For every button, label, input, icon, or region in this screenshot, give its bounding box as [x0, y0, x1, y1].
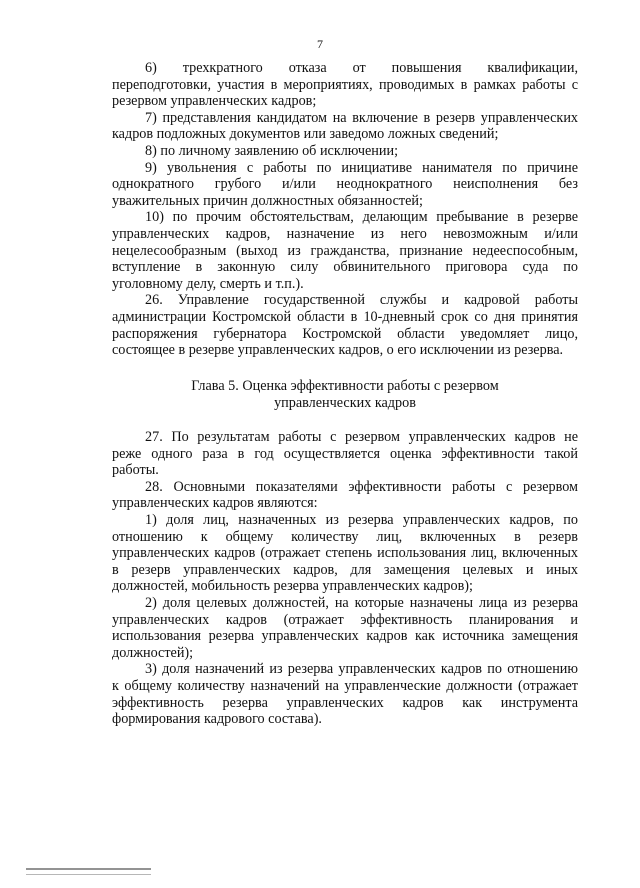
text-line: управленческих кадров (отражает эффективность планирования и	[112, 611, 578, 628]
text-line: 2) доля целевых должностей, на которые назначены лица из резерва	[145, 594, 578, 611]
text-line: управленческих кадров являются:	[112, 495, 318, 512]
text-line: состоящее в резерве управленческих кадров, о его исключении из резерва.	[112, 342, 564, 359]
text-line: должностей);	[112, 644, 194, 661]
text-block-1	[112, 60, 578, 359]
text-line: 10) по прочим обстоятельствам, делающим пребывание в резерве	[145, 209, 578, 226]
scan-edge-mark	[26, 868, 151, 875]
text-line: отношению к общему количеству лиц, включенных в резерв	[112, 528, 578, 545]
text-line: 8) по личному заявлению об исключении;	[145, 142, 399, 159]
text-line: управленческих кадров (отражает степень использования лиц, включенных	[112, 545, 578, 562]
text-line: реже одного раза в год осуществляется оценка эффективности такой	[112, 445, 578, 462]
text-line: использования резерва управленческих кадров как источника замещения	[112, 628, 578, 645]
text-line: эффективность резерва управленческих кадров как инструмента	[112, 694, 578, 711]
text-line: нецелесообразным (выход из гражданства, признание недееспособным,	[112, 242, 578, 259]
text-line: администрации Костромской области в 10-дневный срок со дня принятия	[112, 308, 578, 325]
text-line: управленческих кадров, назначение из него невозможным и/или	[112, 225, 578, 242]
text-line: 1) доля лиц, назначенных из резерва управленческих кадров, по	[145, 511, 578, 528]
text-line: распоряжения губернатора Костромской области уведомляет лицо,	[112, 325, 578, 342]
text-line: 7) представления кандидатом на включение в резерв управленческих	[145, 109, 578, 126]
text-line: работы.	[112, 462, 159, 479]
text-line: уголовному делу, смерть и т.п.).	[112, 275, 304, 292]
heading-line: Глава 5. Оценка эффективности работы с резервом	[191, 378, 499, 394]
text-line: 26. Управление государственной службы и кадровой работы	[145, 292, 578, 309]
text-line: должностей, мобильность резерва управленческих кадров);	[112, 578, 473, 595]
text-line: резервом управленческих кадров;	[112, 93, 317, 110]
heading-line: управленческих кадров	[274, 395, 416, 411]
text-line: 6) трехкратного отказа от повышения квалификации,	[145, 60, 578, 76]
page-number: 7	[317, 37, 323, 51]
text-line: в резерв управленческих кадров, для замещения целевых и иных	[112, 561, 578, 578]
text-line: однократного грубого и/или неоднократного неисполнения без	[112, 176, 578, 193]
text-line: формирования кадрового состава).	[112, 711, 322, 728]
text-line: 3) доля назначений из резерва управленческих кадров по отношению	[145, 661, 578, 678]
text-line: кадров подложных документов или заведомо ложных сведений;	[112, 126, 499, 143]
text-line: 28. Основными показателями эффективности работы с резервом	[145, 478, 578, 495]
text-line: вступление в законную силу обвинительного приговора суда по	[112, 259, 578, 276]
text-line: 27. По результатам работы с резервом управленческих кадров не	[145, 429, 578, 445]
text-line: 9) увольнения с работы по инициативе нанимателя по причине	[145, 159, 578, 176]
text-block-2	[112, 429, 578, 728]
text-line: уважительных причин должностных обязанностей;	[112, 192, 423, 209]
chapter-heading	[112, 378, 578, 412]
text-line: к общему количеству назначений на управленческие должности (отражает	[112, 677, 578, 694]
text-line: переподготовки, участия в мероприятиях, проводимых в рамках работы с	[112, 76, 578, 93]
